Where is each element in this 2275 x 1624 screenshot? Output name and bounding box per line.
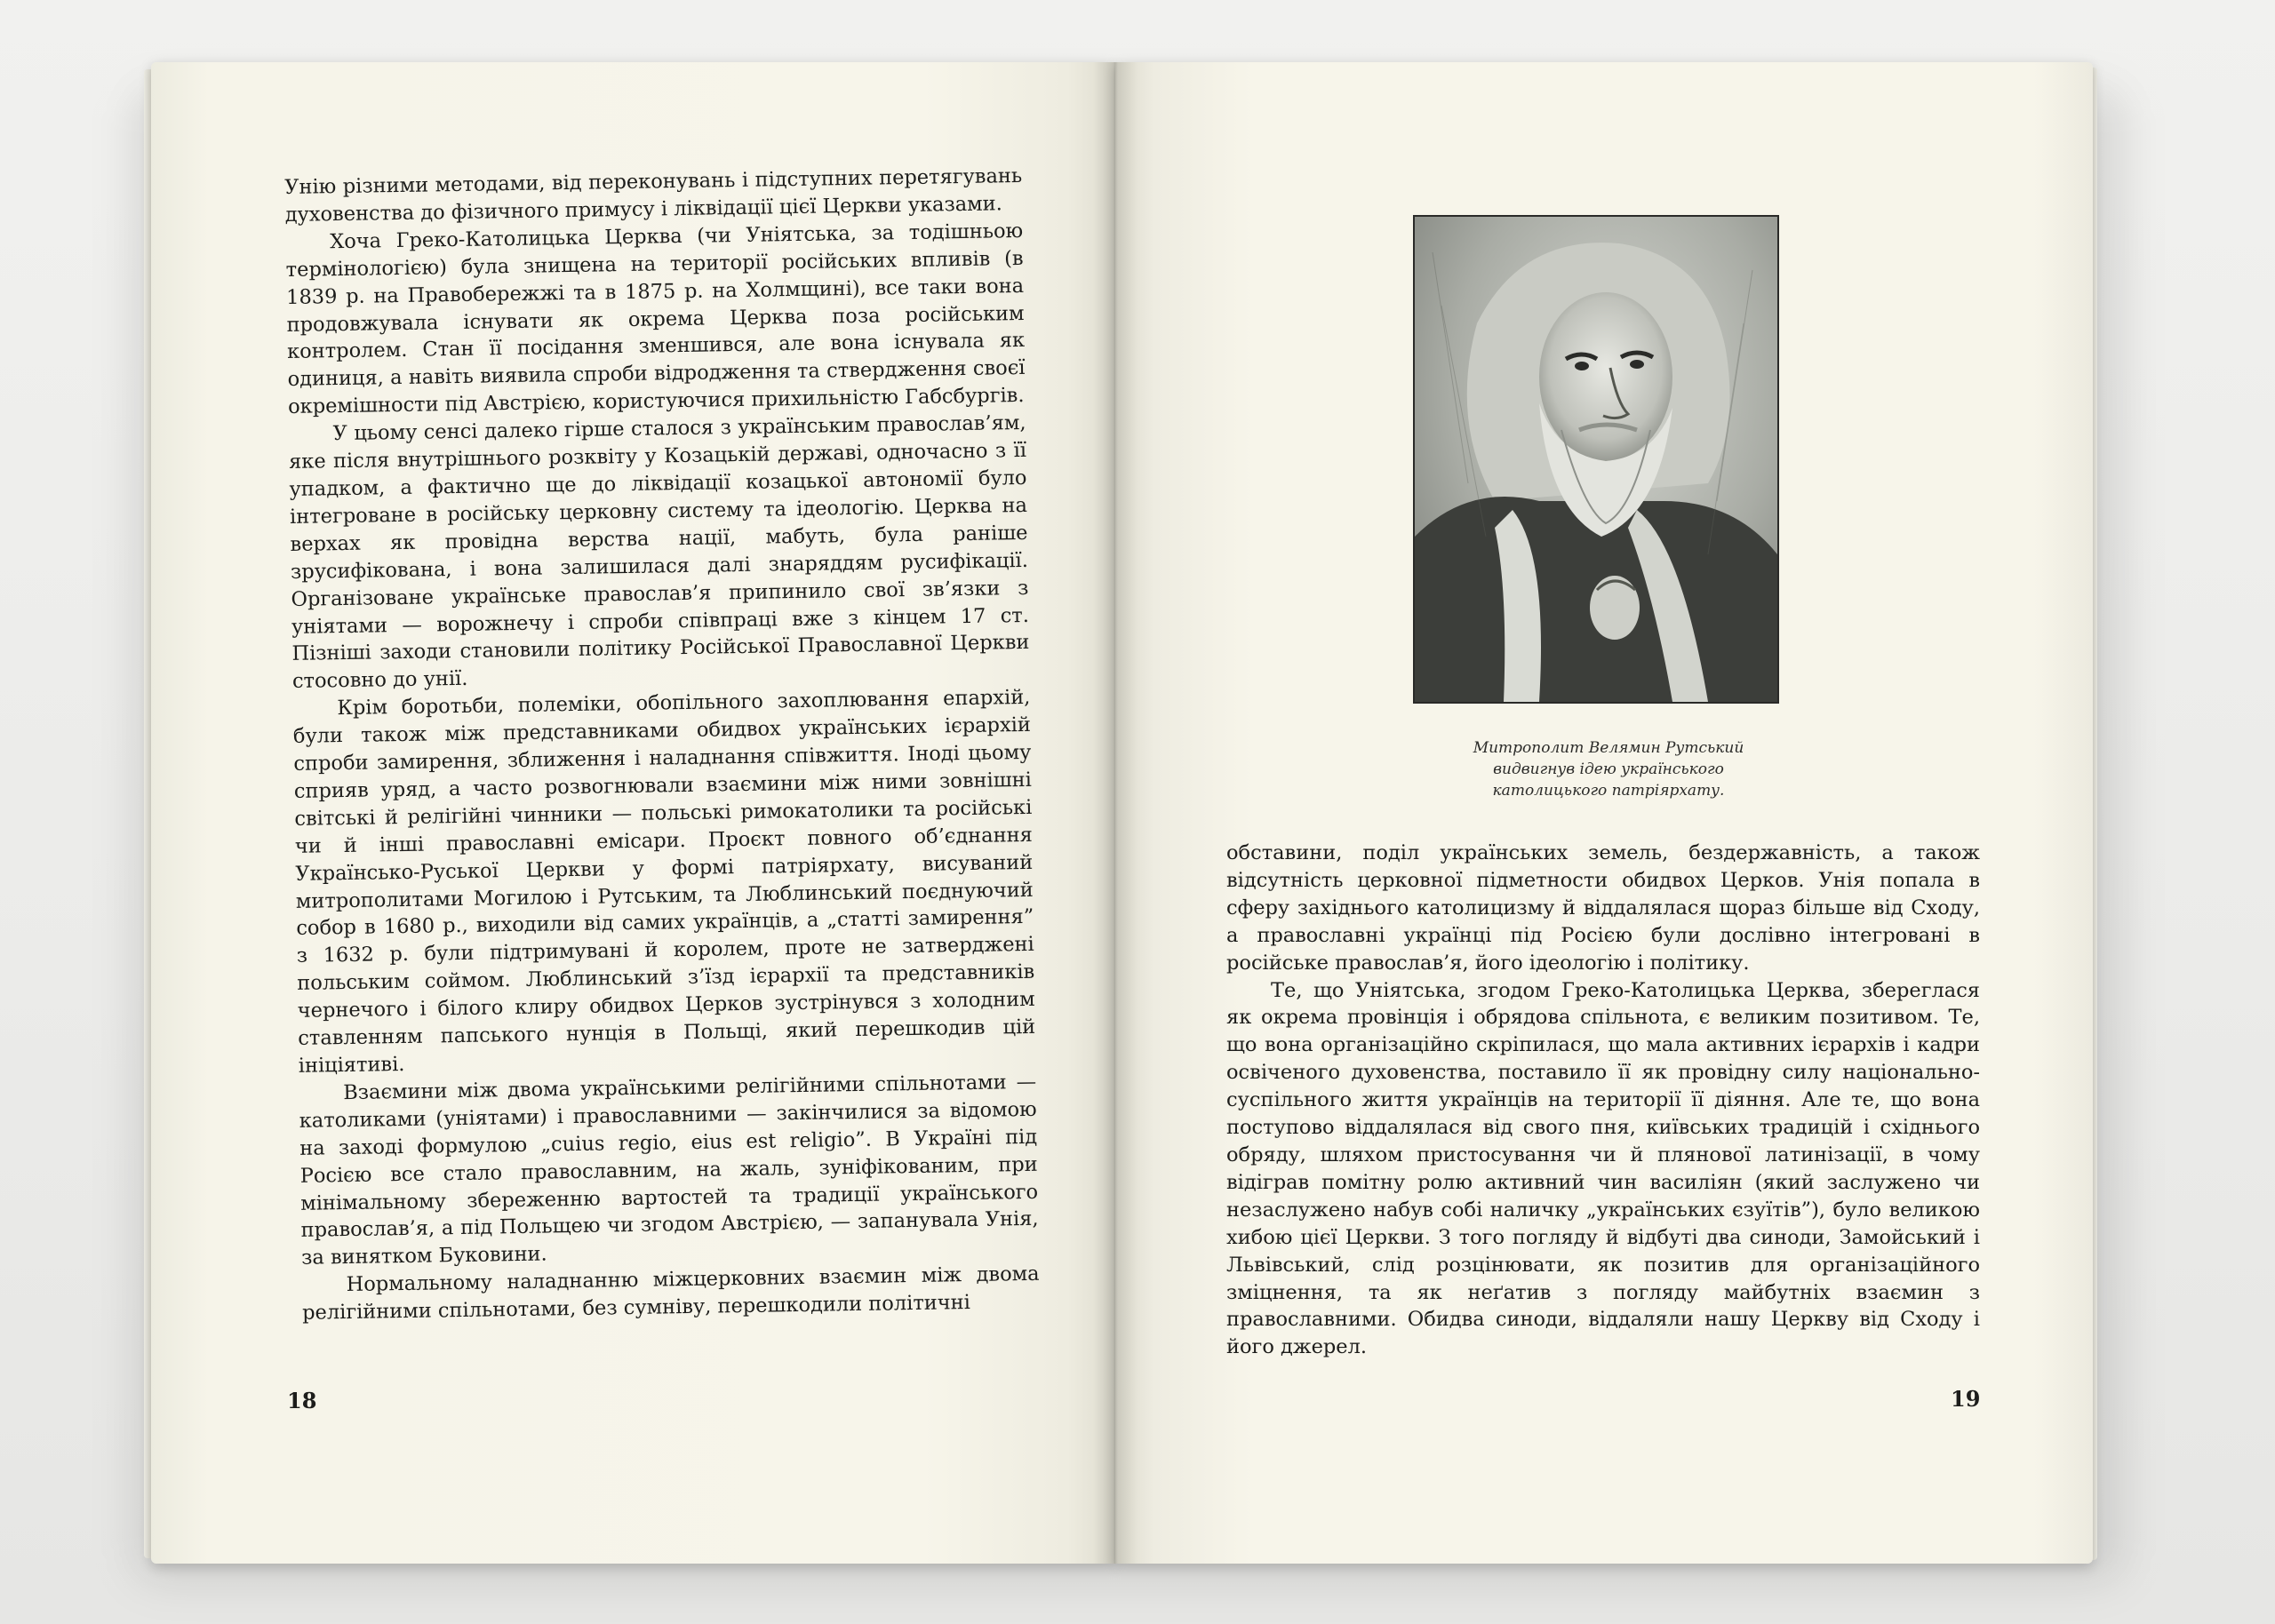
paragraph: Нормальному наладнанню міжцерковних взаємин між двома релігійними спільнотами, без сумніву, перешкодили політичні (301, 1262, 1040, 1325)
left-page-text (284, 163, 1040, 1327)
right-page-text (1226, 840, 1980, 1361)
paragraph: Унію різними методами, від переконувань і підступних перетягувань духовенства до фізичного примусу і ліквідації цієї Церкви указами. (284, 163, 1023, 227)
paragraph: Те, що Уніятська, згодом Греко-Католицька Церква, збереглася як окрема провінція і обрядова спільнота, є великим позитивом. Те, що вона організаційно скріпилася, що мала активних ієрархів і кадри освіченого духовенства, поставило її як провідну силу національно-суспільного життя українців на території її діяння. Але те, що вона поступово віддалялася від свого пня, київських традицій і східнього обряду, шляхом пристосування чи й плянової латинізації, в чому відіграв помітну ролю активний чин василіян (який заслужено чи незаслужено набув собі наличку „українських єзуїтів”), було великою хибою цієї Церкви. З того погляду й відбуті два синоди, Замойський і Львівський, слід розцінювати, як позитив для організаційного зміцнення, та як неґатив з погляду майбутніх взаємин з православними. Обидва синоди, віддаляли нашу Церкву від Сходу і його джерел. (1226, 978, 1980, 1359)
caption-line: Митрополит Велямин Рутський (1473, 739, 1744, 757)
portrait-caption (1422, 737, 1795, 801)
paragraph: Хоча Греко-Католицька Церква (чи Уніятська, за тодішньою термінологією) була знищена на території російських впливів (в 1839 р. на Правобережжі та в 1875 р. на Холмщині), все таки вона продовжувала існувати як окрема Церква поза російським контролем. Стан її посідання зменшився, але вона існувала як одиниця, а навіть виявила спроби відродження та ствердження своєї окремішности під Австрією, користуючися прихильністю Габсбургів. (285, 219, 1026, 419)
book-gutter (1093, 62, 1138, 1564)
page-number-left: 18 (287, 1388, 317, 1413)
paragraph: Взаємини між двома українськими релігійними спільнотами — католиками (уніятами) і православними — закінчилися за відомою на заході формулою „cuius regio, eius est religio”. В Україні під Росією все стало православним, на жаль, зуніфікованим, при мінімальному збереженню вартостей та традиції українського православ’я, а під Польщею чи згодом Австрією, — запанувала Унія, за винятком Буковини. (299, 1070, 1039, 1270)
caption-line: видвигнув ідею українського (1493, 760, 1724, 778)
portrait-image (1413, 215, 1779, 704)
paragraph: Крім боротьби, полеміки, обопільного захоплювання епархій, були також між представниками обидвох українських ієрархій спроби замирення, зближення і наладнання співжиття. Іноді цьому сприяв уряд, а часто розвогнювали взаємини між ними зовнішні світські й релігійні чинники — польські римокатолики та російські чи й інші православні емісари. Проєкт повного об’єднання Українсько-Руської Церкви у формі патріярхату, висуваний митрополитами Могилою і Рутським, та Люблинський поєднуючий собор в 1680 р., виходили від самих українців, а „статті замирення” з 1632 р. були підтримувані й королем, проте не затверджені польським соймом. Люблинський з’їзд ієрархії та представників чернечого і білого клиру обидвох Церков зустрінувся з холодним ставленням папського нунція в Польщі, який перешкодив цій ініціятиві. (292, 686, 1036, 1078)
paragraph: обставини, поділ українських земель, бездержавність, а також відсутність церковної підметности обидвох Церков. Унія попала в сферу західнього католицизму й віддалялася щораз більше від Сходу, а православні українці під Росією були дослівно інтегровані в російське православ’я, його ідеологію і політику. (1226, 841, 1980, 975)
paragraph: У цьому сенсі далеко гірше сталося з українським православ’ям, яке після внутрішнього розквіту у Козацькій державі, одночасно з її упадком, а фактично ще до ліквідації козацької автономії було інтегроване в російську церковну систему та ідеологію. Церква на верхах як провідна верства нації, мабуть, була раніше зрусифікована, і вона залишилася далі знаряддям русифікації. Організоване українське православ’я припинило свої зв’язки з уніятами — ворожнечу і спроби співпраці вже з кінцем 17 ст. Пізніші заходи становили політику Російської Православної Церкви стосовно до унії. (288, 411, 1030, 694)
caption-line: католицького патріярхату. (1492, 782, 1725, 800)
page-number-right: 19 (1951, 1386, 1981, 1412)
portrait-engraving (1415, 217, 1777, 702)
